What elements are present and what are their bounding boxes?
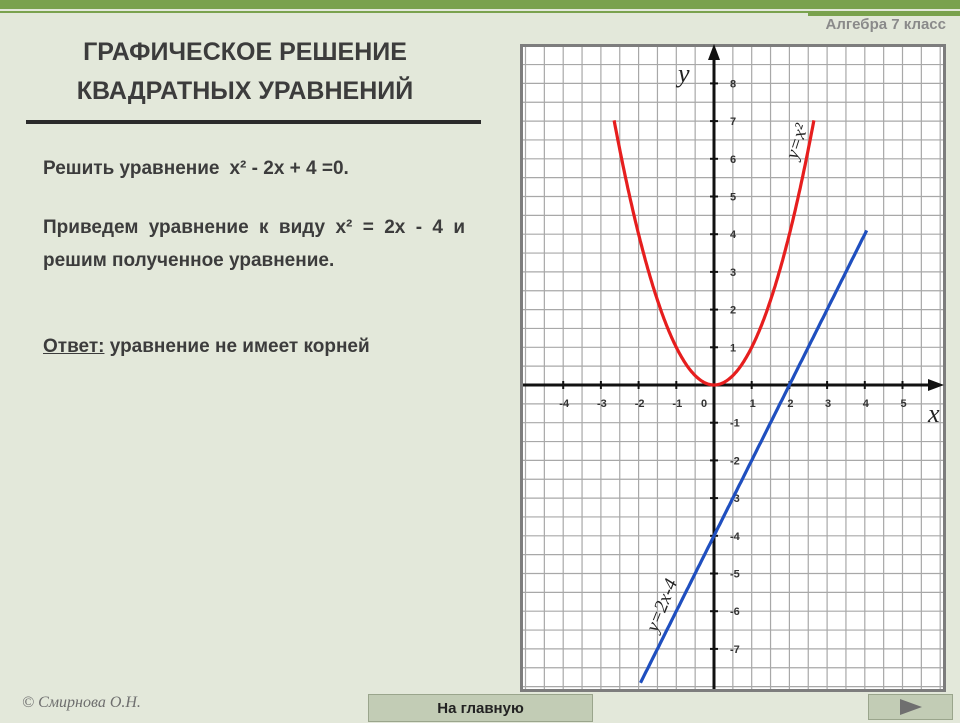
slide-title-line-1: ГРАФИЧЕСКОЕ РЕШЕНИЕ xyxy=(83,38,407,66)
y-tick-label: -4 xyxy=(730,530,740,543)
y-tick-label: -5 xyxy=(730,568,740,581)
x-axis-arrow xyxy=(928,379,944,391)
slide-title-line-2: КВАДРАТНЫХ УРАВНЕНИЙ xyxy=(76,77,414,105)
y-tick-label: 5 xyxy=(730,191,737,204)
x-tick-label: -4 xyxy=(559,398,570,410)
y-tick-label: -6 xyxy=(730,606,740,619)
y-tick-label: 3 xyxy=(730,266,737,279)
task-prefix: Решить уравнение xyxy=(43,158,220,179)
line-curve xyxy=(641,230,867,682)
next-slide-button[interactable] xyxy=(868,694,953,720)
x-tick-label: 5 xyxy=(900,398,907,410)
x-axis-label: x xyxy=(928,399,940,428)
x-tick-label: 2 xyxy=(787,398,794,410)
x-tick-label: 1 xyxy=(749,398,756,410)
parabola-label: y=x² xyxy=(781,121,813,162)
y-tick-label: -3 xyxy=(730,493,740,506)
y-tick-label: 2 xyxy=(730,304,737,317)
triangle-right-icon xyxy=(898,698,924,716)
explanation-text: Приведем уравнение к виду x² = 2x - 4 и решим полученное уравнение. xyxy=(43,217,465,271)
line-label: y=2x-4 xyxy=(642,575,683,635)
course-label: Алгебра 7 класс xyxy=(825,16,946,33)
x-tick-label: -3 xyxy=(597,398,607,410)
x-tick-label: 0 xyxy=(700,398,708,410)
author-credit: © Смирнова О.Н. xyxy=(22,694,141,711)
answer-text: уравнение не имеет корней xyxy=(104,336,370,357)
home-button[interactable]: На главную xyxy=(368,694,593,722)
answer-label: Ответ: xyxy=(43,336,105,357)
y-tick-label: -2 xyxy=(730,455,740,468)
x-tick-label: -2 xyxy=(634,398,645,410)
task-equation: x² - 2x + 4 =0. xyxy=(229,158,349,179)
x-tick-label: -1 xyxy=(672,398,683,410)
x-tick-label: 3 xyxy=(825,398,832,410)
x-tick-label: 4 xyxy=(862,398,869,410)
y-tick-label: 8 xyxy=(730,78,737,91)
y-tick-label: -1 xyxy=(730,417,740,430)
y-tick-label: 6 xyxy=(730,153,737,166)
y-tick-label: 1 xyxy=(730,342,737,355)
y-axis-arrow xyxy=(708,44,720,60)
y-tick-label: -7 xyxy=(730,643,740,656)
y-axis-label: y xyxy=(678,59,690,88)
y-tick-label: 7 xyxy=(730,116,737,129)
y-tick-label: 4 xyxy=(730,229,737,242)
